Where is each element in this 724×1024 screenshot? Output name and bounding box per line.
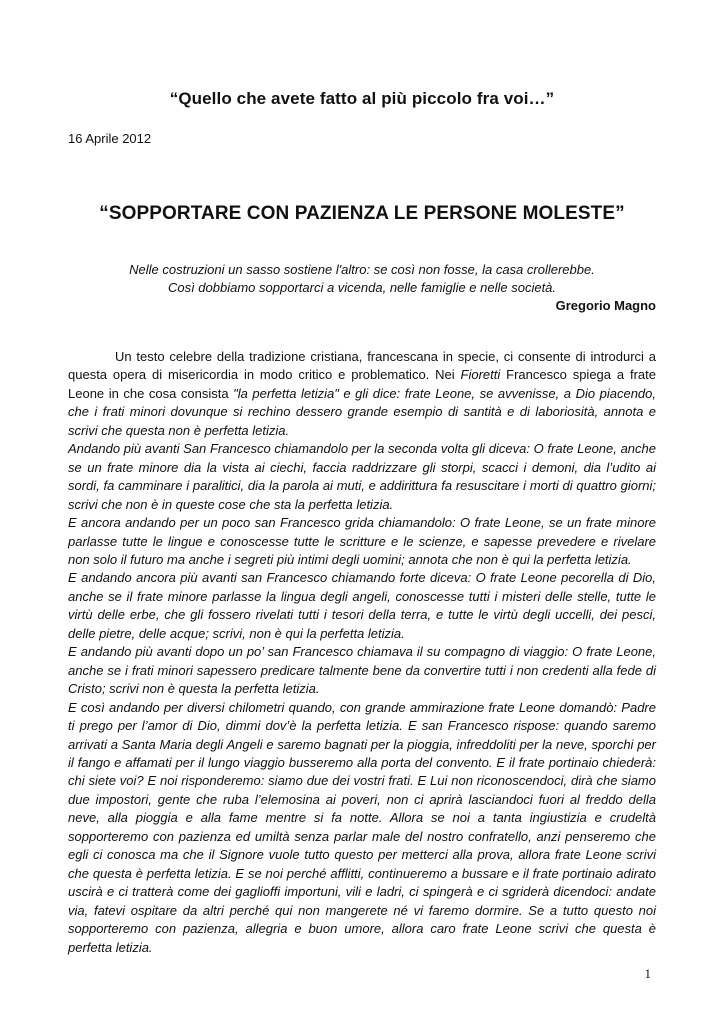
page-number: 1	[644, 966, 651, 981]
main-title: “SOPPORTARE CON PAZIENZA LE PERSONE MOLESTE”	[99, 203, 625, 224]
paragraph-1	[68, 348, 656, 440]
paragraph-6: E così andando per diversi chilometri quando, con grande ammirazione frate Leone domandò: Padre ti prego per l’amor di Dio, dimmi dov’è la perfetta letizia. E san Francesco rispose: quando saremo arrivati a Santa Maria degli Angeli e saremo bagnati per la pioggia, infreddoliti per la neve, sporchi per il fango e affamati per il lungo viaggio busseremo alla porta del convento. E il frate portinaio chiederà: chi siete voi? E noi risponderemo: siamo due dei vostri frati. E Lui non riconoscendoci, dirà che siamo due impostori, gente che ruba l’elemosina ai poveri, non ci aprirà lasciandoci fuori al freddo della neve, alla pioggia e alla fame mentre si fa notte. Allora se noi a tanta ingiustizia e crudeltà sopporteremo con pazienza ed umiltà senza parlar male del nostro confratello, anzi penseremo che egli ci conosca ma che il Signore vuole tutto questo per metterci alla prova, allora frate Leone scrivi che questa è perfetta letizia. E se noi perché afflitti, continueremo a bussare e il frate portinaio adirato uscirà e ci tratterà come dei gaglioffi importuni, vili e ladri, ci spingerà e ci sgriderà dicendoci: andate via, fatevi ospitare da altri perché qui non mangerete né vi faremo dormire. Se a tutto questo noi sopporteremo con pazienza, allegria e buon umore, allora caro frate Leone scrivi che questa è perfetta letizia.	[68, 699, 656, 955]
paragraph-4: E andando ancora più avanti san Francesco chiamando forte diceva: O frate Leone pecorella di Dio, anche se il frate minore parlasse la lingua degli angeli, conoscesse tutti i misteri delle stelle, tutte le virtù delle erbe, che gli fossero rivelati tutti i tesori della terra, e tutte le virtù degli uccelli, dei pesci, delle pietre, delle acque; scrivi, non è qui la perfetta letizia.	[68, 570, 656, 641]
quote-line-2: Così dobbiamo sopportarci a vicenda, nelle famiglie e nelle società.	[167, 280, 557, 295]
date: 16 Aprile 2012	[68, 131, 152, 146]
fioretti-title: Fioretti	[460, 367, 501, 383]
paragraph-1-intro: Un testo celebre della tradizione cristiana, francescana in specie, ci consente di introdurci a questa opera di misericordia in modo critico e problematico. Nei	[68, 349, 656, 383]
paragraph-2: Andando più avanti San Francesco chiamandolo per la seconda volta gli diceva: O frate Leone, anche se un frate minore dia la vista ai ciechi, faccia raddrizzare gli storpi, scacci i demoni, dia l’udito ai sordi, fa camminare i paralitici, dia la parola ai muti, e addirittura fa resuscitare i morti di quattro giorni; scrivi che non è in queste cose che sta la perfetta letizia.	[68, 441, 656, 512]
paragraph-3: E ancora andando per un poco san Francesco grida chiamandolo: O frate Leone, se un frate minore parlasse tutte le lingue e conoscesse tutte le scritture e le scienze, e sapesse prevedere e rivelare non solo il futuro ma anche i segreti più intimi degli uomini; annota che non è qui la perfetta letizia.	[68, 515, 656, 567]
quote-author: Gregorio Magno	[555, 298, 656, 313]
paragraph-1-mid: Francesco spiega a frate Leone in che cosa consista	[68, 367, 656, 401]
quote-line-1: Nelle costruzioni un sasso sostiene l'altro: se così non fosse, la casa crollerebbe.	[129, 262, 595, 277]
epigraph-quote	[68, 261, 656, 297]
paragraph-5: E andando più avanti dopo un po’ san Francesco chiamava il su compagno di viaggio: O frate Leone, anche se i frati minori sapessero predicare talmente bene da convertire tutti i non credenti alla fede di Cristo; scrivi non è questa la perfetta letizia.	[68, 644, 656, 697]
header-title: “Quello che avete fatto al più piccolo fra voi…”	[169, 89, 555, 108]
paragraph-1-quote: "la perfetta letizia" e gli dice: frate Leone, se avvenisse, a Dio piacendo, che i frati minori dovunque si rechino dessero grande esempio di santità e di laboriosità, annota e scrivi che questa non è perfetta letizia.	[68, 385, 657, 438]
body-text	[68, 348, 656, 957]
